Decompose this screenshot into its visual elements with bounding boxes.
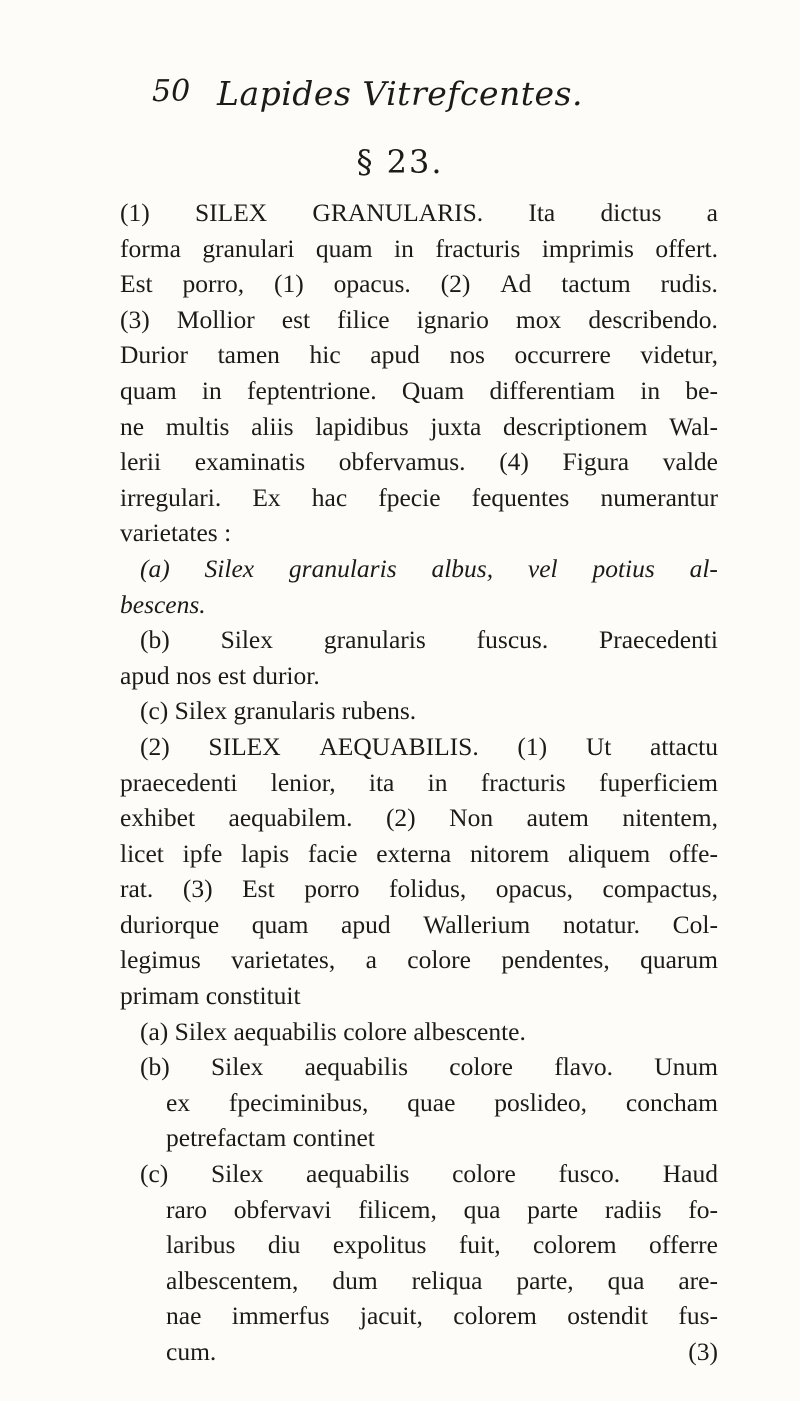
text-line: (1) SILEX GRANULARIS. Ita dictus a [120,198,718,227]
text-line: exhibet aequabilem. (2) Non autem nitentem, [120,803,718,833]
text-line: lerii examinatis obfervamus. (4) Figura valde [120,447,718,477]
variety-line: (a) Silex aequabilis colore albescente. [140,1016,526,1046]
text-line: bescens. [120,589,206,619]
text-line: laribus diu expolitus fuit, colorem offerre [166,1230,718,1260]
text-line: ex fpeciminibus, quae poslideo, concham [166,1087,718,1117]
text-line: licet ipfe lapis facie externa nitorem aliquem offe- [120,838,718,868]
text-line: duriorque quam apud Wallerium notatur. Col- [120,909,718,939]
text-line: primam constituit [120,981,301,1011]
text-line: albescentem, dum reliqua parte, qua are- [166,1265,718,1295]
text-line: rat. (3) Est porro folidus, opacus, compactus, [120,874,718,904]
page-header [0,74,800,114]
page-number: 50 [152,74,191,109]
text-line: forma granulari quam in fracturis imprimis offert. [120,233,718,263]
text-line: legimus varietates, a colore pendentes, quarum [120,945,718,975]
variety-line: (a) Silex granularis albus, vel potius al- [140,553,718,583]
text-line: praecedenti lenior, ita in fracturis fuperficiem [120,767,718,797]
text-line: nae immerfus jacuit, colorem ostendit fus- [166,1301,718,1331]
text-line: raro obfervavi filicem, qua parte radiis fo- [166,1194,718,1224]
catchword-line: cum. (3) [166,1337,718,1366]
running-title: Lapides Vitrefcentes. [217,74,583,113]
variety-line: (b) Silex aequabilis colore flavo. Unum [140,1052,718,1082]
body-text [120,195,718,1370]
text-line: ne multis aliis lapidibus juxta descriptionem Wal- [120,411,718,441]
text-line: petrefactam continet [166,1123,375,1153]
species-line: (2) SILEX AEQUABILIS. (1) Ut attactu [140,731,718,761]
section-heading: § 23. [356,143,444,181]
text-line: Durior tamen hic apud nos occurrere videtur, [120,340,718,370]
variety-line: (b) Silex granularis fuscus. Praecedenti [140,625,718,655]
text-line: irregulari. Ex hac fpecie fequentes numerantur [120,482,718,512]
text-line: quam in feptentrione. Quam differentiam in be- [120,375,718,405]
variety-line: (c) Silex granularis rubens. [140,696,417,726]
text-line: Est porro, (1) opacus. (2) Ad tactum rudis. [120,269,718,299]
text-line: (3) Mollior est filice ignario mox describendo. [120,304,718,334]
variety-line: (c) Silex aequabilis colore fusco. Haud [140,1159,718,1189]
text-line: varietates : [120,518,232,548]
text-line: apud nos est durior. [120,660,320,690]
